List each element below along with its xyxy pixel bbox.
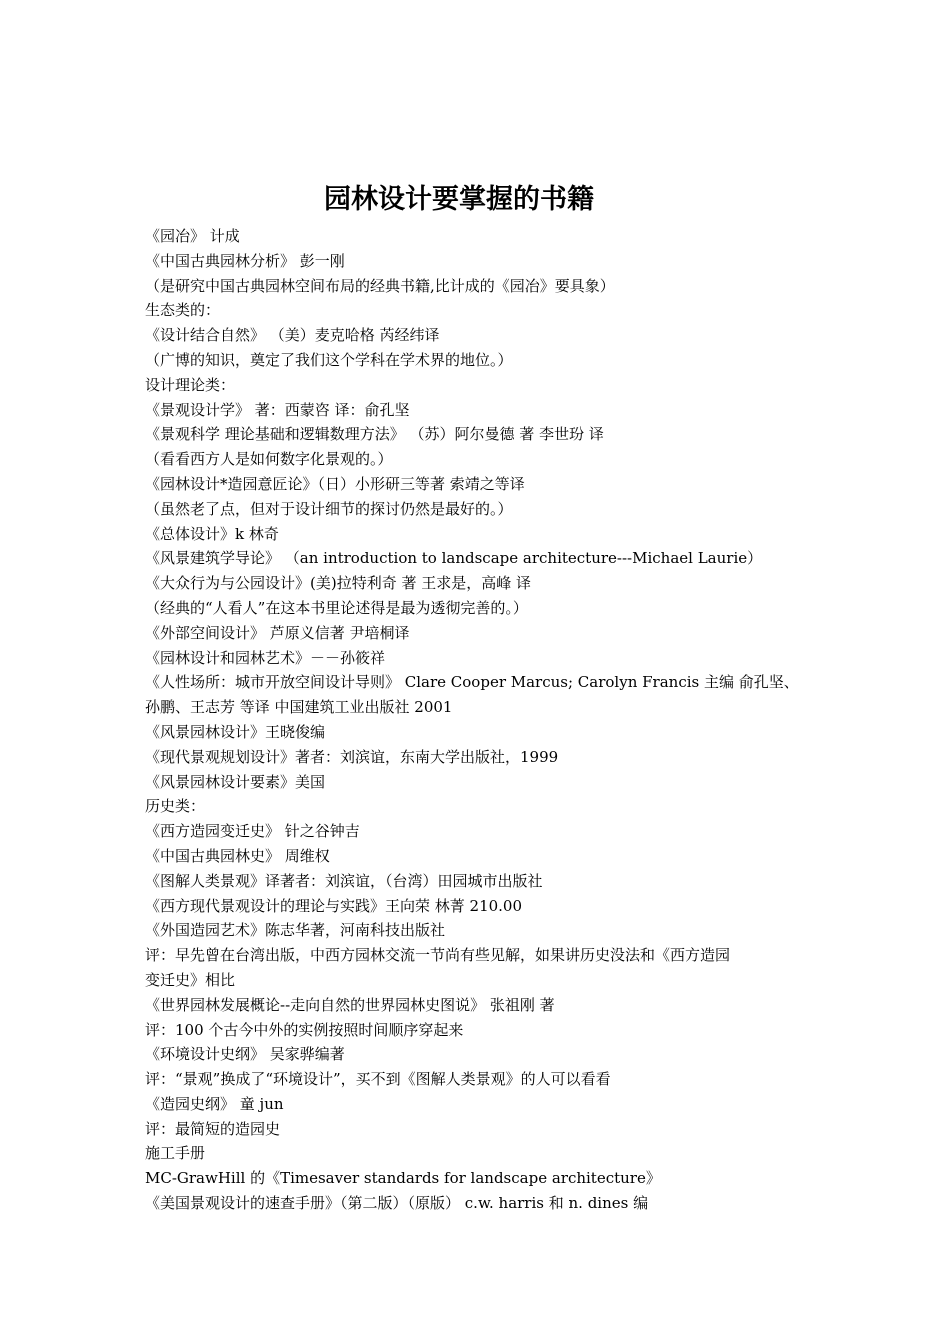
text-line: （是研究中国古典园林空间布局的经典书籍,比计成的《园冶》要具象）: [145, 276, 615, 295]
text-line: 《大众行为与公园设计》(美)拉特利奇 著 王求是，高峰 译: [145, 574, 532, 593]
document-title: 园林设计要掌握的书籍: [324, 184, 594, 215]
text-line: 评：早先曾在台湾出版，中西方园林交流一节尚有些见解，如果讲历史没法和《西方造园: [145, 946, 731, 965]
text-line: 《世界园林发展概论--走向自然的世界园林史图说》 张祖刚 著: [145, 995, 555, 1014]
text-line: 《风景园林设计》王晓俊编: [145, 722, 326, 741]
text-line: 《现代景观规划设计》著者：刘滨谊，东南大学出版社，1999: [145, 747, 559, 766]
section-heading: 施工手册: [145, 1144, 206, 1163]
text-line: 《风景建筑学导论》 （an introduction to landscape architecture---Michael Laurie）: [145, 549, 763, 568]
text-line: 《造园史纲》 童 jun: [145, 1094, 284, 1113]
text-line: 《中国古典园林分析》 彭一刚: [145, 251, 345, 270]
text-line: 《西方现代景观设计的理论与实践》王向荣 林菁 210.00: [145, 896, 523, 915]
text-line: 《环境设计史纲》 吴家骅编著: [145, 1045, 345, 1064]
text-line: （看看西方人是如何数字化景观的。）: [145, 450, 393, 469]
text-line: 《园冶》 计成: [145, 227, 240, 245]
text-line: 评：100 个古今中外的实例按照时间顺序穿起来: [145, 1020, 464, 1039]
text-line: 《园林设计*造园意匠论》（日）小形研三等著 索靖之等译: [145, 474, 525, 493]
text-line: 《园林设计和园林艺术》－－孙筱祥: [145, 648, 386, 667]
text-line: MC-GrawHill 的《Timesaver standards for landscape architecture》: [145, 1169, 661, 1188]
text-line: （虽然老了点，但对于设计细节的探讨仍然是最好的。）: [145, 499, 513, 518]
text-line: （经典的“人看人”在这本书里论述得是最为透彻完善的。）: [145, 598, 528, 617]
text-line: 《美国景观设计的速查手册》（第二版）（原版） c.w. harris 和 n. dines 编: [145, 1194, 649, 1213]
section-heading: 设计理论类：: [145, 375, 236, 394]
section-heading: 历史类：: [145, 797, 206, 816]
text-line: 评：“景观”换成了“环境设计”，买不到《图解人类景观》的人可以看看: [145, 1070, 611, 1089]
text-line: 《外部空间设计》 芦原义信著 尹培桐译: [145, 623, 410, 642]
text-line: （广博的知识，奠定了我们这个学科在学术界的地位。）: [145, 350, 513, 369]
text-line: 评：最简短的造园史: [145, 1119, 281, 1138]
text-line: 《外国造园艺术》陈志华著，河南科技出版社: [145, 921, 446, 940]
section-heading: 生态类的：: [145, 301, 221, 320]
text-line: 《中国古典园林史》 周维权: [145, 846, 330, 865]
text-line: 《总体设计》k 林奇: [145, 524, 279, 543]
text-line: 孙鹏、王志芳 等译 中国建筑工业出版社 2001: [145, 698, 453, 717]
text-line: 《景观设计学》 著：西蒙咨 译：俞孔坚: [145, 400, 410, 419]
document-body: [145, 224, 825, 1216]
text-line: 《设计结合自然》 （美）麦克哈格 芮经纬译: [145, 326, 440, 345]
text-line: 《风景园林设计要素》美国: [145, 772, 326, 791]
text-line: 《图解人类景观》译著者：刘滨谊，（台湾）田园城市出版社: [145, 871, 543, 890]
text-line: 《景观科学 理论基础和逻辑数理方法》 （苏）阿尔曼德 著 李世玢 译: [145, 425, 604, 444]
text-line: 变迁史》相比: [145, 970, 236, 989]
text-line: 《西方造园变迁史》 针之谷钟吉: [145, 822, 360, 841]
text-line: 《人性场所：城市开放空间设计导则》 Clare Cooper Marcus; Carolyn Francis 主编 俞孔坚、: [145, 673, 799, 692]
